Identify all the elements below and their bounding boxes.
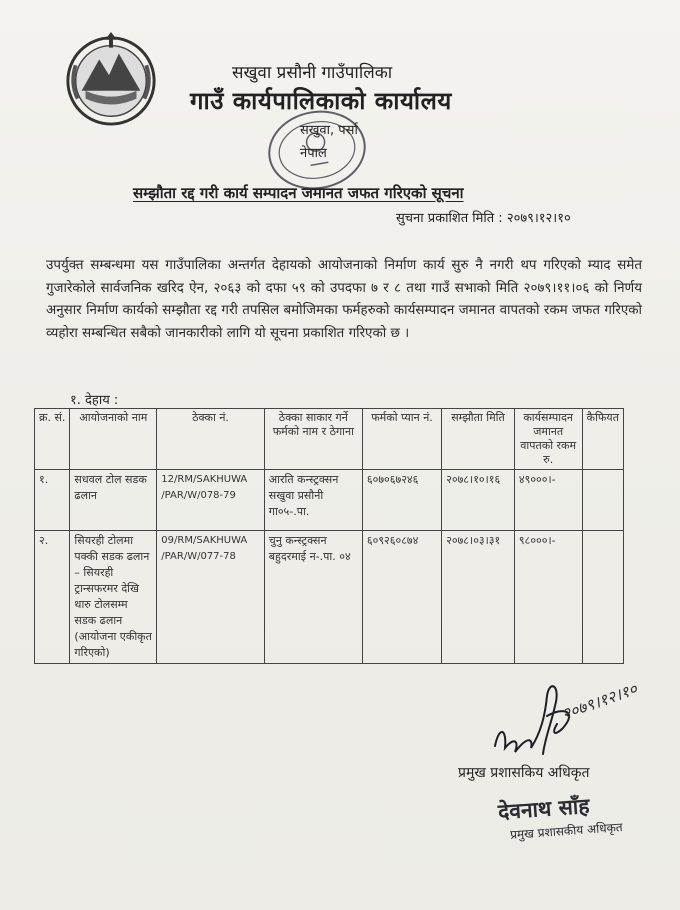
cell-remarks [582,531,623,664]
header-contract-no: ठेक्का नं. [157,409,265,470]
cell-contract-no: 09/RM/SAKHUWA /PAR/W/077-78 [157,531,265,664]
address-line-2: नेपाल [300,146,327,161]
address-line-1: सखुवा, पर्सा [300,123,358,138]
office-name: गाउँ कार्यपालिकाको कार्यालय [190,87,452,115]
cell-remarks [582,470,623,531]
published-date: सुचना प्रकाशित मिति : २०७९।१२।१० [396,211,571,226]
signatory-designation: प्रमुख प्रशासकिय अधिकृत [458,765,590,781]
cell-agreement-date: २०७८।१०।१६ [442,470,515,531]
header-firm-name-address: ठेक्का साकार गर्ने फर्मको नाम र ठेगाना [264,409,362,470]
header-remarks: कैफियत [582,409,623,470]
cell-bond-amount: ९८०००।- [514,531,582,664]
cell-pan: ६०९२६०८७४ [362,531,441,664]
notice-title: सम्झौता रद्द गरी कार्य सम्पादन जमानत जफत गरिएको सूचना [133,184,464,202]
municipality-emblem-icon [62,30,160,128]
cell-firm: चुनु कन्स्ट्रक्सन बहुदरमाई न-.पा. ०४ [264,531,362,664]
header-performance-bond: कार्यसम्पादन जमानत वापतको रकम रु. [514,409,582,470]
body-paragraph: उपर्युक्त सम्बन्धमा यस गाउँपालिका अन्तर्गत देहायको आयोजनाको निर्माण कार्य सुरु नै नगरी थप गरिएको म्याद समेत गुजारेकोले सार्वजनिक खरिद ऐन, २०६३ को दफा ५९ को उपदफा ७ र ८ तथा गाउँ सभाको मिति २०७९।११।०६ को निर्णय अनुसार निर्माण कार्यको सम्झौता रद्द गरी तपसिल बमोजिमका फर्महरुको कार्यसम्पादन जमानत वापतको रकम जफत गरिएको व्यहोरा सम्बन्धित सबैको जानकारीको लागि यो सूचना प्रकाशित गरिएको छ । [46,258,642,341]
cell-project-name: सधवल टोल सडक ढलान [70,470,157,531]
cell-firm: आरति कन्स्ट्रक्सन सखुवा प्रसौनी गा०५-.पा. [264,470,362,531]
section-label: १. देहाय : [70,393,119,408]
table-row [35,531,624,664]
cell-contract-no: 12/RM/SAKHUWA /PAR/W/078-79 [157,470,265,531]
signatory-name-stamp: देवनाथ साँह [497,793,591,825]
cell-serial: २. [35,531,70,664]
contracts-table [34,408,624,664]
cell-serial: १. [35,470,70,531]
header-agreement-date: सम्झौता मिति [442,409,515,470]
header-serial: क्र. सं. [35,409,70,470]
handwritten-date: २०७९।१२।१० [559,679,640,724]
cell-bond-amount: ४९०००।- [514,470,582,531]
cell-agreement-date: २०७८।०३।३१ [442,531,515,664]
table-header-row [35,409,624,470]
municipality-name: सखुवा प्रसौनी गाउँपालिका [232,63,393,83]
signatory-designation-stamp: प्रमुख प्रशासकीय अधिकृत [509,820,624,842]
handwritten-signature [485,676,675,776]
cell-project-name: सियरही टोलमा पक्की सडक ढलान – सियरही ट्रान्सफरमर देखि थारु टोलसम्म सडक ढलान (आयोजना एकीकृत गरिएको) [70,531,157,664]
header-pan-no: फर्मको प्यान नं. [362,409,441,470]
table-row [35,470,624,531]
header-project-name: आयोजनाको नाम [70,409,157,470]
cell-pan: ६०७०६७२४६ [362,470,441,531]
